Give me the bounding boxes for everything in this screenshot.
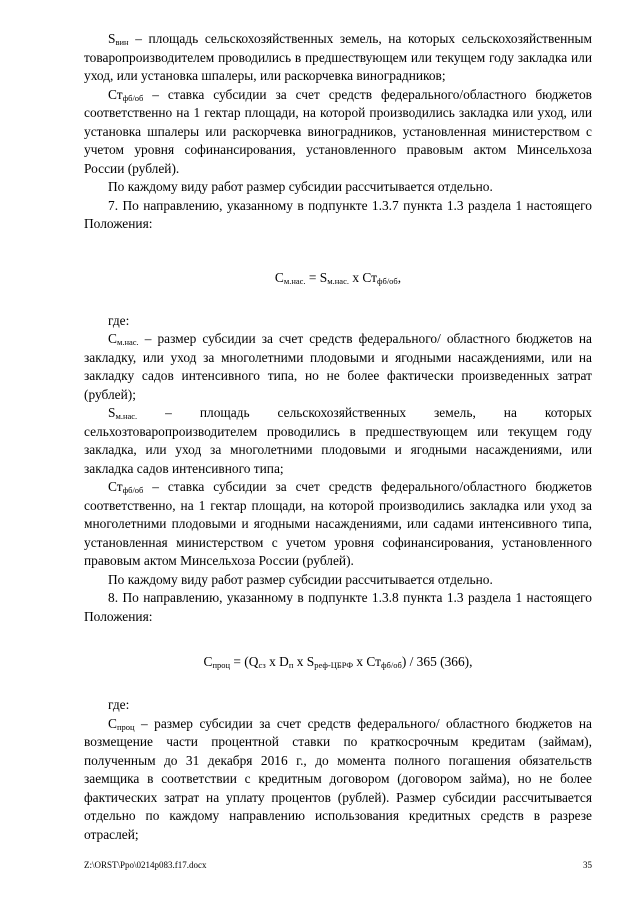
symbol: Ст [108,86,123,102]
paragraph-text: – размер субсидии за счет средств федерального/ областного бюджетов на закладку, или уход за многолетними плодовыми и ягодными насаждениями, или на закладку садов интенсивного типа, но не более фактически произведенных затрат (рублей); [84,331,592,402]
formula-term: С [203,654,213,669]
symbol-subscript: м.нас. [116,337,139,347]
formula-term: = S [305,269,328,285]
symbol: S [108,31,116,46]
symbol: С [108,715,117,731]
paragraph-st-fb-ob-2 [84,478,592,571]
paragraph-direction-8: 8. По направлению, указанному в подпункте 1.3.8 пункта 1.3 раздела 1 настоящего Положения: [84,590,592,624]
formula-term: х Ст [348,269,377,285]
formula-subscript: п [288,660,294,670]
paragraph-text: – ставка субсидии за счет средств федерального/областного бюджетов соответственно, на 1 гектар площади, на которой производились закладка или уход за многолетними плодовыми и ягодными насаждениями, или садами интенсивного типа, установленная министерством с учетом уровня софинансирования, установленного правовым актом Минсельхоза России (рублей). [84,479,592,568]
paragraph-text: – размер субсидии за счет средств федерального/ областного бюджетов на возмещение части процентной ставки по краткосрочным кредитам (займам), полученным до 31 декабря 2016 г., до момента полного погашения обязательств заемщика в соответствии с кредитным договором (договором займа), но не более фактических затрат на уплату процентов (рублей). Размер субсидии рассчитывается отдельно по каждому направлению использования кредитных средств в разрезе отраслей; [84,715,592,842]
formula-subscript: м.нас. [327,275,349,286]
document-page [84,30,592,844]
paragraph-separate-calc-2: По каждому виду работ размер субсидии рассчитывается отдельно. [108,571,493,587]
formula-subscript: проц [212,660,231,670]
formula-subscript: реф-ЦБРФ [314,660,354,670]
formula-term: , [397,269,402,285]
where-label: где: [108,312,130,328]
formula-subscript: фб/об [381,660,402,670]
symbol: Ст [108,479,123,494]
formula-term: = (Q [230,654,259,669]
paragraph-st-fb-ob [84,86,592,179]
symbol-subscript: проц [116,721,135,732]
paragraph-c-proc [84,715,592,845]
paragraph-s-vin [84,30,592,86]
paragraph-separate-calc: По каждому виду работ размер субсидии рассчитывается отдельно. [108,179,493,194]
formula-subscript: сз [258,660,266,670]
formula-subscript: фб/об [376,275,398,286]
paragraph-s-m-nas [84,404,592,478]
symbol: S [108,405,116,420]
formula-proc [84,654,592,670]
formula-term: ) / 365 (366), [401,654,473,669]
formula-term: х D [265,654,289,669]
symbol-subscript: фб/об [122,485,144,495]
formula-term: х S [293,654,315,669]
paragraph-text: – ставка субсидии за счет средств федерального/областного бюджетов соответственно на 1 гектар площади, на которой производились закладка или уход, или установка шпалеры или раскорчевка виноградников, установленная министерством с учетом уровня софинансирования, установленного правовым актом Минсельхоза России (рублей). [84,86,592,176]
symbol-subscript: м.нас. [115,411,138,421]
formula-subscript: м.нас. [283,275,306,286]
paragraph-direction-7: 7. По направлению, указанному в подпункте 1.3.7 пункта 1.3 раздела 1 настоящего Положения: [84,197,592,231]
formula-m-nas [84,270,592,286]
page-footer [84,860,592,870]
symbol-subscript: вин [115,37,129,47]
paragraph-text: – площадь сельскохозяйственных земель, на которых сельхозтоваропроизводителем проводились в предшествующем или текущем году закладка, или уход за многолетними плодовыми и ягодными насаждениями, или закладка садов интенсивного типа; [84,405,592,476]
formula-term: х Ст [353,654,382,669]
paragraph-c-m-nas [84,330,592,404]
where-label-2: где: [108,697,130,712]
page-number: 35 [583,860,592,870]
paragraph-text: – площадь сельскохозяйственных земель, на которых сельскохозяйственным товаропроизводителем проводились в предшествующем или текущем году закладка или уход, или установка шпалеры, или раскорчевка виноградников; [84,31,592,83]
formula-term: С [274,269,284,285]
symbol-subscript: фб/об [122,92,144,103]
file-path: Z:\ORST\Ppo\0214p083.f17.docx [84,860,207,870]
symbol: С [108,331,117,346]
